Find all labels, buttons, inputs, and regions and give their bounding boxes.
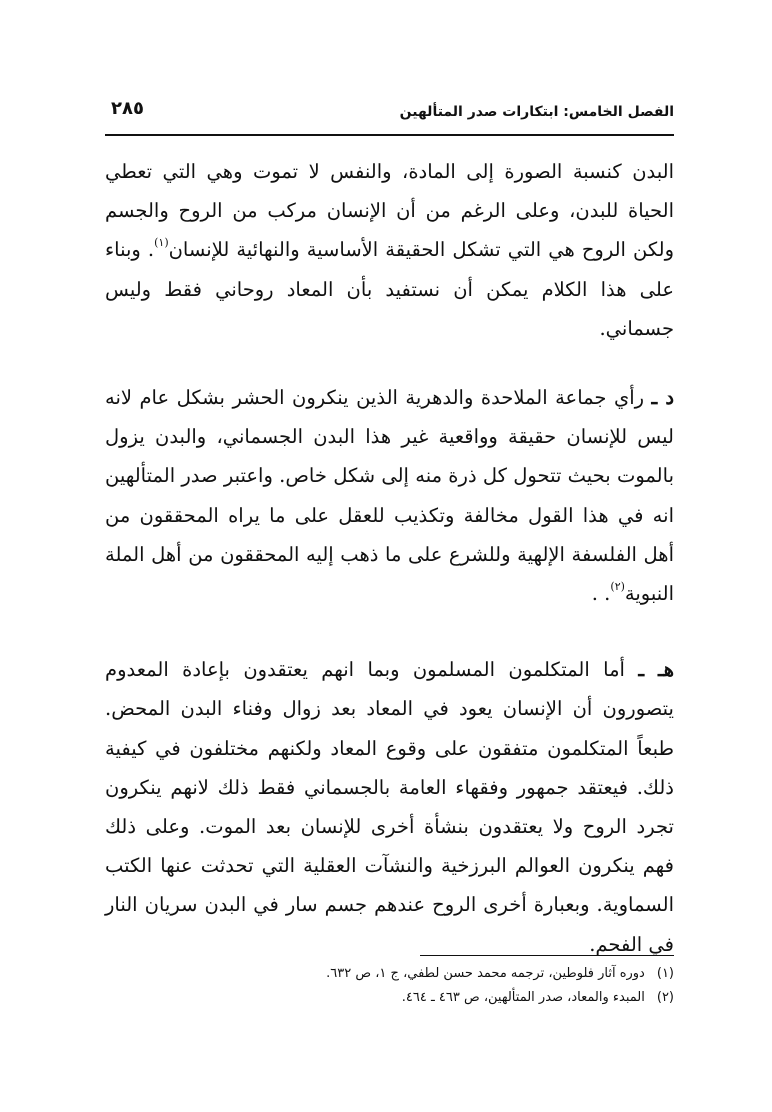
footnote-1 <box>150 962 674 986</box>
paragraph-1-text-b: . وبناء على هذا الكلام يمكن أن نستفيد بأن المعاد روحاني فقط وليس جسماني. <box>105 238 674 340</box>
running-title: الفصل الخامس: ابتكارات صدر المتألهين <box>399 104 674 120</box>
footnote-ref-1: (١) <box>154 236 169 250</box>
paragraph-2-text-b: . . <box>591 582 611 606</box>
paragraph-1 <box>105 152 674 348</box>
header-rule <box>105 134 674 136</box>
paragraph-1-text-a: البدن كنسبة الصورة إلى المادة، والنفس لا تموت وهي التي تعطي الحياة للبدن، وعلى الرغم من أن الإنسان مركب من الروح والجسم ولكن الروح هي التي تشكل الحقيقة الأساسية والنهائية للإنسان <box>105 160 674 262</box>
page-number: ٢٨٥ <box>111 98 144 119</box>
paragraph-2 <box>105 378 674 613</box>
footnote-ref-2: (٢) <box>610 580 625 594</box>
footnote-1-text: دوره آثار فلوطين، ترجمه محمد حسن لطفي، ج ١، ص ٦٣٢. <box>326 966 645 981</box>
footnote-1-number: (١) <box>656 966 674 981</box>
paragraph-2-text-a: رأي جماعة الملاحدة والدهرية الذين ينكرون الحشر بشكل عام لانه ليس للإنسان حقيقة وواقعية غير هذا البدن الجسماني، والبدن يزول بالموت بحيث تتحول كل ذرة منه إلى شكل خاص. واعتبر صدر المتألهين انه في هذا القول مخالفة وتكذيب للعقل على ما يراه المحققون من أهل الفلسفة الإلهية وللشرع على ما ذهب إليه المحققون من أهل الملة النبوية <box>105 386 674 606</box>
footnote-rule <box>420 955 674 956</box>
paragraph-3-text: أما المتكلمون المسلمون وبما انهم يعتقدون بإعادة المعدوم يتصورون أن الإنسان يعود في المعاد بعد زوال وفناء البدن المحض. طبعاً المتكلمون متفقون على وقوع المعاد ولكنهم مختلفون في كيفية ذلك. فيعتقد جمهور وفقهاء العامة بالجسماني فقط ذلك لانهم ينكرون تجرد الروح ولا يعتقدون بنشأة أخرى للإنسان بعد الموت. وعلى ذلك فهم ينكرون العوالم البرزخية والنشآت العقلية التي تحدثت عنها الكتب السماوية. وبعبارة أخرى الروح عندهم جسم سار في البدن سريان النار في الفحم. <box>105 658 674 956</box>
footnotes <box>150 962 674 1010</box>
footnote-2-text: المبدء والمعاد، صدر المتألهين، ص ٤٦٣ ـ ٤٦٤. <box>401 990 645 1005</box>
paragraph-3 <box>105 650 674 964</box>
footnote-2-number: (٢) <box>656 990 674 1005</box>
page-header <box>105 98 674 132</box>
paragraph-2-label: د ـ <box>651 386 674 410</box>
paragraph-3-label: هـ ـ <box>638 658 674 682</box>
body-text <box>105 152 674 964</box>
footnote-2 <box>150 986 674 1010</box>
